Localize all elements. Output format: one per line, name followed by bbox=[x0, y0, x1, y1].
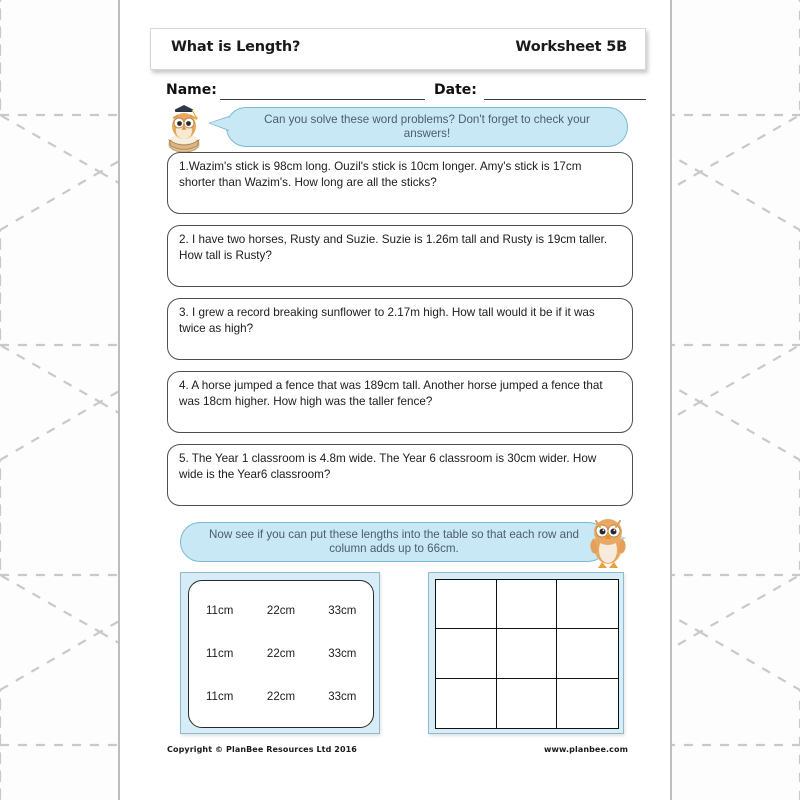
copyright-text: Copyright © PlanBee Resources Ltd 2016 bbox=[167, 745, 357, 754]
name-label: Name: bbox=[166, 82, 217, 98]
grid-cell[interactable] bbox=[436, 629, 497, 678]
lengths-row bbox=[189, 648, 373, 660]
length-value: 33cm bbox=[328, 604, 357, 617]
grid-cell[interactable] bbox=[436, 580, 497, 629]
question-box-3[interactable] bbox=[167, 298, 633, 360]
lengths-row bbox=[189, 691, 373, 703]
grid-cell[interactable] bbox=[557, 679, 618, 728]
task-speech-bubble: Now see if you can put these lengths into the table so that each row and column adds up to 66cm. bbox=[180, 522, 608, 562]
website-link[interactable]: www.planbee.com bbox=[544, 745, 628, 754]
length-value: 22cm bbox=[266, 647, 296, 660]
page-title: What is Length? bbox=[171, 39, 301, 55]
intro-speech-bubble: Can you solve these word problems? Don't forget to check your answers! bbox=[226, 107, 628, 147]
question-5-text: 5. The Year 1 classroom is 4.8m wide. The Year 6 classroom is 30cm wider. How wide is the Year6 classroom? bbox=[179, 452, 597, 481]
lengths-panel bbox=[180, 572, 380, 734]
length-value: 33cm bbox=[328, 691, 357, 704]
length-value: 11cm bbox=[206, 647, 234, 660]
owl-mascot-graduate-icon bbox=[160, 100, 208, 152]
grid-cell[interactable] bbox=[557, 580, 618, 629]
question-3-text: 3. I grew a record breaking sunflower to 2.17m high. How tall would it be if it was twice as high? bbox=[179, 306, 595, 335]
speech-bubble-tail bbox=[210, 117, 229, 130]
worksheet-page bbox=[118, 0, 672, 800]
header-bar bbox=[150, 28, 646, 70]
answer-grid-panel bbox=[428, 572, 624, 734]
question-box-4[interactable] bbox=[167, 371, 633, 433]
length-value: 22cm bbox=[266, 691, 296, 704]
name-input-line[interactable] bbox=[220, 99, 425, 100]
worksheet-number: Worksheet 5B bbox=[515, 39, 627, 55]
question-4-text: 4. A horse jumped a fence that was 189cm tall. Another horse jumped a fence that was 18cm higher. How high was the taller fence? bbox=[179, 379, 603, 408]
length-value: 11cm bbox=[206, 691, 234, 704]
grid-cell[interactable] bbox=[497, 679, 558, 728]
lengths-list bbox=[188, 580, 374, 728]
date-label: Date: bbox=[434, 82, 477, 98]
question-1-text: 1.Wazim's stick is 98cm long. Ouzil's stick is 10cm longer. Amy's stick is 17cm shorter than Wazim's. How long are all the sticks? bbox=[179, 160, 582, 189]
question-box-1[interactable] bbox=[167, 152, 633, 214]
question-box-2[interactable] bbox=[167, 225, 633, 287]
grid-cell[interactable] bbox=[557, 629, 618, 678]
question-box-5[interactable] bbox=[167, 444, 633, 506]
grid-cell[interactable] bbox=[497, 580, 558, 629]
length-value: 33cm bbox=[328, 647, 357, 660]
length-value: 22cm bbox=[266, 604, 296, 617]
grid-cell[interactable] bbox=[497, 629, 558, 678]
question-2-text: 2. I have two horses, Rusty and Suzie. Suzie is 1.26m tall and Rusty is 19cm taller. How tall is Rusty? bbox=[179, 233, 608, 262]
length-value: 11cm bbox=[206, 604, 234, 617]
owl-mascot-standing-icon bbox=[582, 512, 634, 572]
grid-cell[interactable] bbox=[436, 679, 497, 728]
lengths-row bbox=[189, 605, 373, 617]
date-input-line[interactable] bbox=[484, 99, 646, 100]
answer-grid bbox=[435, 579, 619, 729]
